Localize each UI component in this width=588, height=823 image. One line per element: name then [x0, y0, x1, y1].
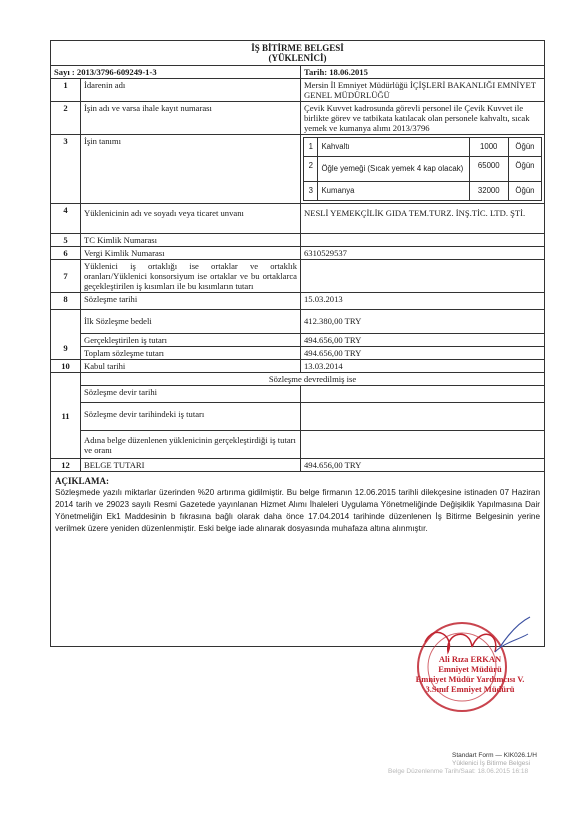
row-value: 494.656,00 TRY: [301, 334, 545, 347]
row-number: 11: [51, 373, 81, 459]
row-number: 1: [51, 79, 81, 102]
row-label: İdarenin adı: [81, 79, 301, 102]
items-table: [303, 137, 542, 201]
row-value: 15.03.2013: [301, 293, 545, 310]
row-label: Sözleşme devir tarihindeki iş tutarı: [81, 403, 301, 431]
row-value: Çevik Kuvvet kadrosunda görevli personel ile Çevik Kuvvet ile birlikte görev ve tatbikata katılacak olan personele kahvaltı, sıcak yemek ve kumanya alımı 2013/3796: [301, 102, 545, 135]
row-label: İşin tanımı: [81, 135, 301, 204]
row-value: [301, 234, 545, 247]
row-label: İlk Sözleşme bedeli: [81, 310, 301, 334]
row-label: Adına belge düzenlenen yüklenicinin gerçekleştirdiği iş tutarı ve oranı: [81, 431, 301, 459]
row-number: 6: [51, 247, 81, 260]
item-unit: Öğün: [508, 182, 541, 201]
row-label: Kabul tarihi: [81, 360, 301, 373]
row-value: NESLİ YEMEKÇİLİK GIDA TEM.TURZ. İNŞ.TİC. LTD. ŞTİ.: [301, 204, 545, 234]
row-label: Sözleşme devir tarihi: [81, 386, 301, 403]
item-no: 1: [304, 138, 318, 157]
items-row: [304, 138, 542, 157]
item-qty: 32000: [469, 182, 508, 201]
items-row: [304, 182, 542, 201]
row-value: 494.656,00 TRY: [301, 459, 545, 472]
row-label: Yüklenicinin adı ve soyadı veya ticaret unvanı: [81, 204, 301, 234]
title-text: İŞ BİTİRME BELGESİ: [251, 43, 344, 53]
row-value: [301, 386, 545, 403]
aciklama-text: Sözleşmede yazılı miktarlar üzerinden %20 artırıma gidilmiştir. Bu belge firmanın 12.06.2015 tarihli dilekçesine istinaden 07 Haziran 2014 tarih ve 29023 sayılı Resmi Gazetede yayınlanan Hizmet Alımı İhaleleri Uygulama Yönetmeliğinde Değişiklik Yapılmasına Dair Yönetmeliğin Ek1 Maddesinin b fıkrasına bağlı olarak daha önce 17.04.2014 tarihinde düzenlenen İş Bitirme Belgesinin yerine verilmek üzere yeniden düzenlenmiştir. Eski belge iade alınarak dosyasında muhafaza altına alınmıştır.: [55, 488, 541, 533]
footer-line: Belge Düzenlenme Tarih/Saat: 18.06.2015 16:18: [388, 768, 529, 775]
items-row: [304, 157, 542, 182]
row-value: [301, 403, 545, 431]
stamp-line: 3.Sınıf Emniyet Müdürü: [425, 684, 515, 694]
row-number: 3: [51, 135, 81, 204]
row-label: BELGE TUTARI: [81, 459, 301, 472]
footer: [388, 752, 552, 776]
row-number: 8: [51, 293, 81, 310]
row-label: Vergi Kimlik Numarası: [81, 247, 301, 260]
item-no: 3: [304, 182, 318, 201]
item-unit: Öğün: [508, 138, 541, 157]
stamp-name: Ali Rıza ERKAN: [438, 654, 502, 664]
item-name: Kumanya: [318, 182, 469, 201]
item-qty: 1000: [469, 138, 508, 157]
row-value: [301, 135, 545, 204]
sayi: Sayı : 2013/3796-609249-1-3: [51, 66, 301, 79]
row-label: Yüklenici iş ortaklığı ise ortaklar ve ortaklık oranları/Yüklenici konsorsiyum ise ortaklar ve bu ortaklarca geçekleştirilen iş kısımları ile bu kısımların tutarı: [81, 260, 301, 293]
row-label: İşin adı ve varsa ihale kayıt numarası: [81, 102, 301, 135]
document: [50, 40, 544, 647]
row-value: 6310529537: [301, 247, 545, 260]
tarih: Tarih: 18.06.2015: [301, 66, 545, 79]
footer-form: Standart Form — KIK026.1/H: [452, 752, 537, 759]
row-value: 412.380,00 TRY: [301, 310, 545, 334]
footer-line: Yüklenici İş Bitirme Belgesi: [452, 760, 531, 767]
transfer-header: Sözleşme devredilmiş ise: [81, 373, 545, 386]
row-value: [301, 431, 545, 459]
document-title: [51, 41, 545, 66]
row-number: 5: [51, 234, 81, 247]
stamp-text: [400, 654, 540, 694]
certificate-table: [50, 40, 545, 647]
row-value: 494.656,00 TRY: [301, 347, 545, 360]
row-value: [301, 260, 545, 293]
item-qty: 65000: [469, 157, 508, 182]
item-name: Öğle yemeği (Sıcak yemek 4 kap olacak): [318, 157, 469, 182]
row-value: 13.03.2014: [301, 360, 545, 373]
item-no: 2: [304, 157, 318, 182]
stamp-line: Emniyet Müdürü: [438, 664, 502, 674]
stamp-line: Emniyet Müdür Yardımcısı V.: [415, 674, 525, 684]
subtitle-text: (YÜKLENİCİ): [268, 53, 327, 63]
row-number: 4: [51, 204, 81, 234]
row-label: TC Kimlik Numarası: [81, 234, 301, 247]
row-number: 2: [51, 102, 81, 135]
row-number: 7: [51, 260, 81, 293]
item-name: Kahvaltı: [318, 138, 469, 157]
row-number: 10: [51, 360, 81, 373]
aciklama-title: AÇIKLAMA:: [55, 476, 109, 486]
row-number: 9: [51, 310, 81, 360]
row-label: Sözleşme tarihi: [81, 293, 301, 310]
row-label: Toplam sözleşme tutarı: [81, 347, 301, 360]
row-value: Mersin İl Emniyet Müdürlüğü İÇİŞLERİ BAKANLIĞI EMNİYET GENEL MÜDÜRLÜĞÜ: [301, 79, 545, 102]
row-label: Gerçekleştirilen iş tutarı: [81, 334, 301, 347]
item-unit: Öğün: [508, 157, 541, 182]
row-number: 12: [51, 459, 81, 472]
signature-stamp: [400, 612, 540, 722]
